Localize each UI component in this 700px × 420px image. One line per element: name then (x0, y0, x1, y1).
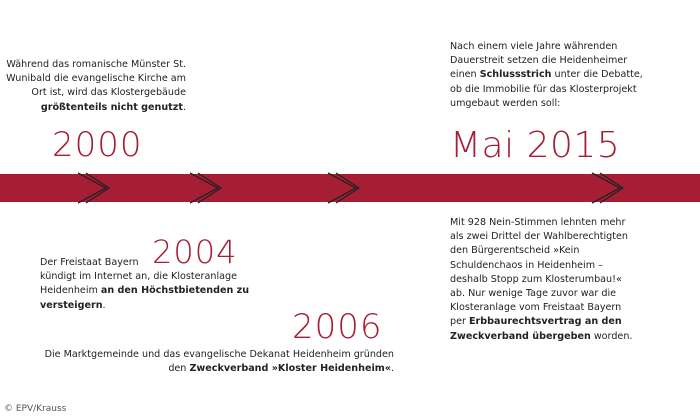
image-credit: © EPV/Krauss (4, 404, 67, 414)
year-2015: Mai 2015 (450, 125, 621, 166)
event-2015-result-line: als zwei Drittel der Wahlberechtigten (450, 231, 628, 243)
year-2006: 2006 (292, 307, 383, 347)
event-2004-bold: an den Höchstbietenden zu (100, 285, 250, 297)
chevron-right-icon (76, 172, 110, 204)
event-2015-intro-end: unter die Debatte, (551, 69, 643, 81)
event-2015-intro-start: einen (450, 69, 480, 81)
event-2015-result-line (450, 330, 632, 344)
event-2004-line: Der Freistaat Bayern (40, 257, 139, 268)
event-2000-text (4, 58, 186, 115)
event-2015-result-line: Klosteranlage vom Freistaat Bayern (450, 302, 622, 314)
event-2015-intro-bold: Schlussstrich (479, 69, 552, 81)
event-2006-line: Die Marktgemeinde und das evangelische Dekanat Heidenheim gründen (44, 349, 394, 360)
event-2000-bold: größtenteils nicht genutzt (40, 101, 183, 113)
event-2004-line (40, 284, 249, 298)
event-2006-end: . (390, 363, 394, 375)
event-2000-end: . (182, 101, 186, 113)
year-2000: 2000 (52, 125, 143, 165)
event-2004-start: Heidenheim (40, 285, 101, 297)
event-2000-line: Während das romanische Münster St. (6, 59, 186, 70)
event-2004-end: . (102, 299, 106, 311)
timeline-band (0, 174, 700, 202)
event-2015-intro-line: ob die Immobilie für das Klosterprojekt (450, 83, 637, 95)
chevron-right-icon (590, 172, 624, 204)
chevron-right-icon (326, 172, 360, 204)
event-2015-result-line (450, 315, 632, 329)
event-2004-bold: versteigern (40, 299, 103, 311)
event-2006-bold: Zweckverband »Kloster Heidenheim« (189, 363, 391, 375)
event-2015-result-line: den Bürgerentscheid »Kein (450, 245, 580, 257)
event-2015-result-line: deshalb Stopp zum Klosterumbau!« (450, 273, 622, 285)
event-2006-line (20, 362, 394, 376)
event-2006-text (20, 348, 394, 376)
event-2015-result-line: Mit 928 Nein-Stimmen lehnten mehr (450, 217, 626, 228)
event-2015-result-bold: Erbbaurechtsvertrag an den (469, 316, 622, 328)
event-2000-line: Ort ist, wird das Klostergebäude (31, 87, 186, 99)
event-2015-result-bold: Zweckverband übergeben (450, 330, 591, 342)
event-2015-intro-line (450, 68, 643, 82)
event-2015-result-text (450, 216, 632, 344)
event-2015-intro-line: Dauerstreit setzen die Heidenheimer (450, 55, 628, 67)
event-2006-start: den (168, 363, 190, 375)
event-2015-intro-line: Nach einem viele Jahre währenden (450, 41, 618, 52)
chevron-right-icon (188, 172, 222, 204)
event-2000-line: Wunibald die evangelische Kirche am (6, 73, 186, 85)
event-2015-intro-text (450, 40, 643, 111)
event-2004-line: kündigt im Internet an, die Klosteranlage (40, 271, 237, 283)
event-2015-result-line: ab. Nur wenige Tage zuvor war die (450, 288, 617, 300)
event-2015-result-start: per (450, 316, 469, 328)
year-2004: 2004 (152, 233, 238, 271)
event-2015-result-line: Schuldenchaos in Heidenheim – (450, 259, 603, 271)
event-2004-line (40, 299, 249, 313)
event-2015-intro-line: umgebaut werden soll: (450, 97, 561, 109)
event-2000-line (4, 101, 186, 115)
event-2015-result-end: worden. (590, 330, 633, 342)
